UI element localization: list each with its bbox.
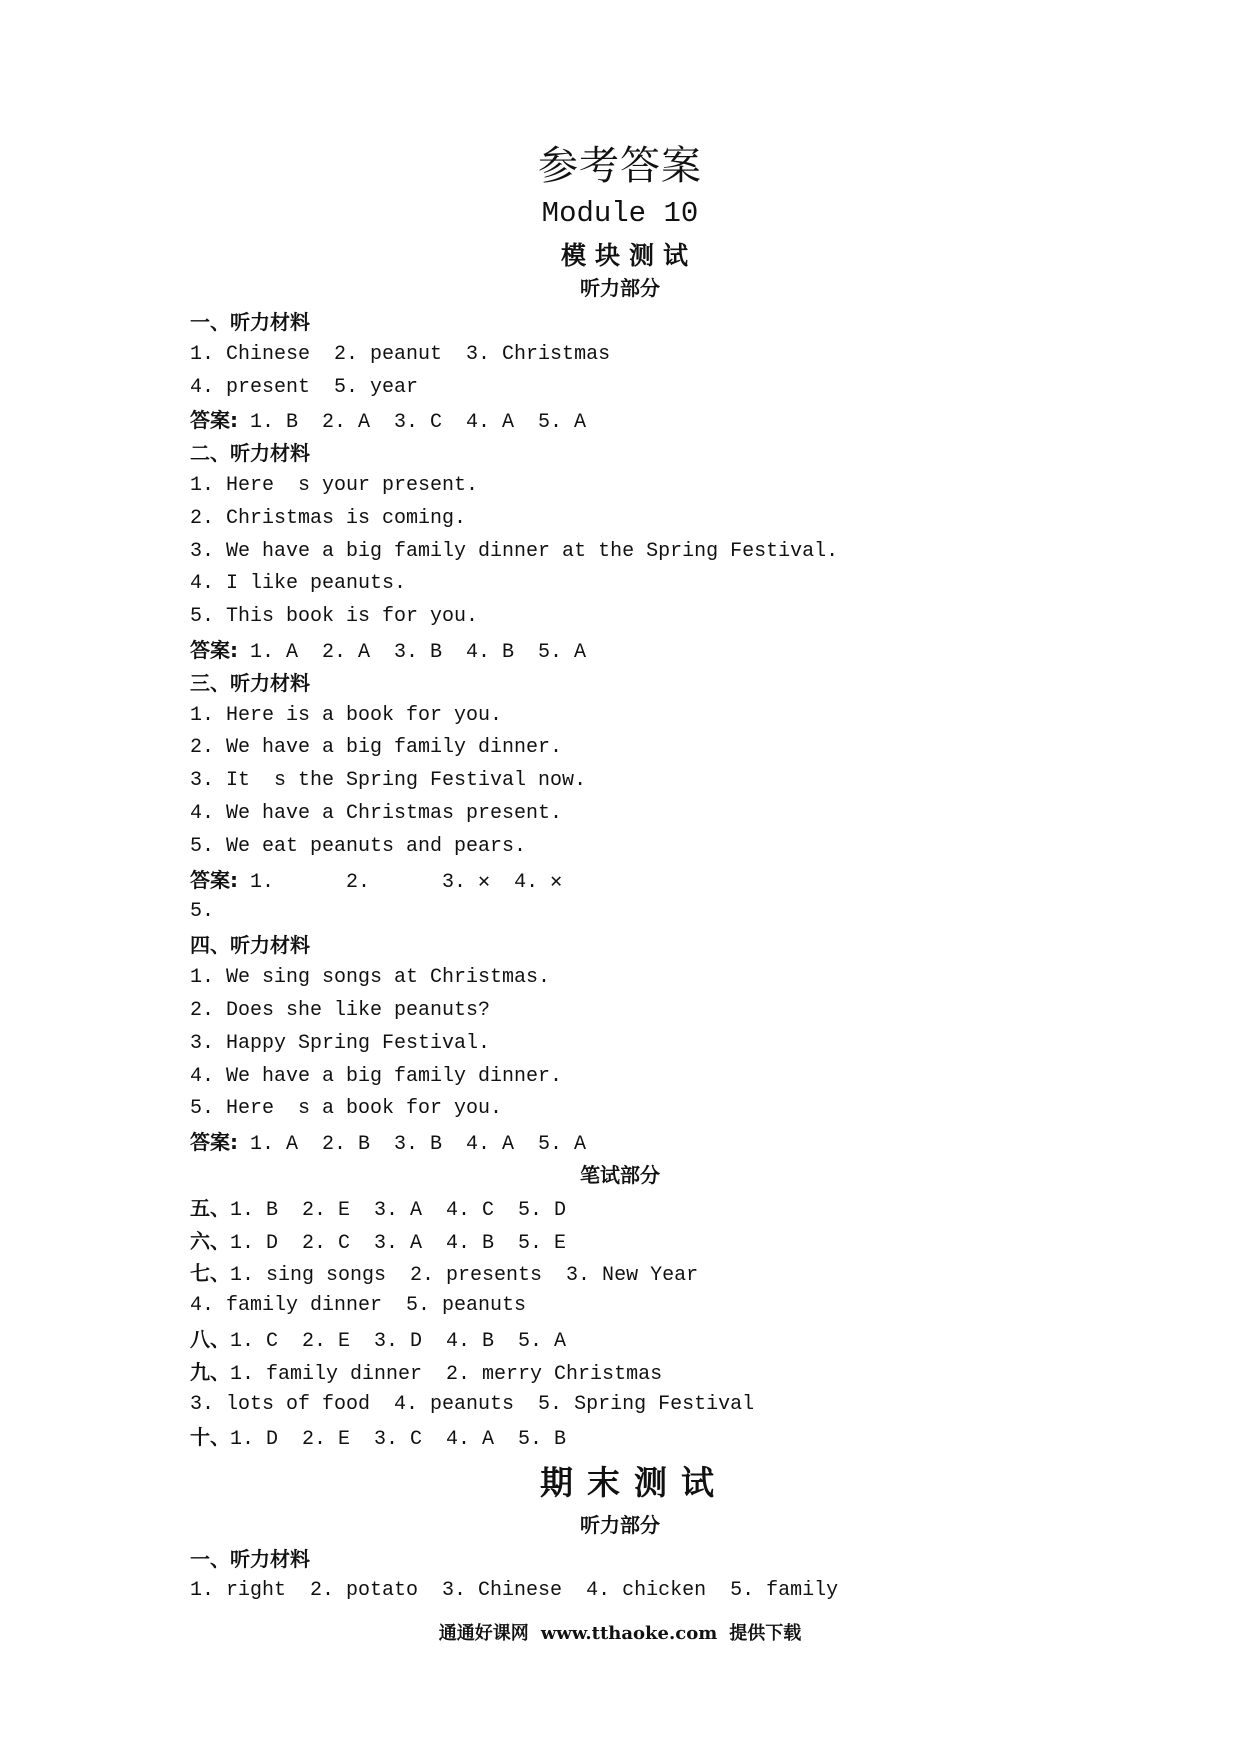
section-7-text: 1. sing songs 2. presents 3. New Year bbox=[230, 1264, 699, 1287]
section-3-line-3: 3. It s the Spring Festival now. bbox=[190, 769, 587, 792]
footer-suffix: 提供下载 bbox=[729, 1623, 802, 1644]
section-3-answer-cont: 5. bbox=[190, 900, 215, 923]
module-title: Module 10 bbox=[541, 197, 699, 230]
section-2-line-5: 5. This book is for you. bbox=[190, 605, 479, 628]
section-3-heading: 三、听力材料 bbox=[190, 671, 310, 695]
section-8-text: 1. C 2. E 3. D 4. B 5. A bbox=[230, 1330, 567, 1353]
section-9-answer-cont: 3. lots of food 4. peanuts 5. Spring Festival bbox=[190, 1393, 755, 1416]
answer-text: 1. A 2. A 3. B 4. B 5. A bbox=[238, 641, 587, 664]
section-6-label: 六、 bbox=[190, 1229, 230, 1253]
section-10-label: 十、 bbox=[190, 1425, 230, 1449]
final-test-title: 期末测试 bbox=[540, 1463, 728, 1502]
section-8-label: 八、 bbox=[190, 1327, 230, 1351]
writing-section-title: 笔试部分 bbox=[580, 1163, 660, 1187]
section-3-line-5: 5. We eat peanuts and pears. bbox=[190, 835, 527, 858]
section-5-text: 1. B 2. E 3. A 4. C 5. D bbox=[230, 1199, 567, 1222]
section-3-answer bbox=[190, 866, 562, 897]
section-4-answer bbox=[190, 1128, 586, 1159]
section-4-line-5: 5. Here s a book for you. bbox=[190, 1097, 503, 1120]
section-6-text: 1. D 2. C 3. A 4. B 5. E bbox=[230, 1232, 567, 1255]
page-footer bbox=[0, 1622, 1240, 1646]
section-10-answer bbox=[190, 1423, 566, 1454]
section-4-line-2: 2. Does she like peanuts? bbox=[190, 999, 491, 1022]
section-4-line-1: 1. We sing songs at Christmas. bbox=[190, 966, 551, 989]
section-5-answer bbox=[190, 1194, 566, 1225]
section-6-answer bbox=[190, 1227, 566, 1258]
answer-label: 答案: bbox=[190, 408, 238, 432]
footer-site-name: 通通好课网 bbox=[438, 1623, 529, 1644]
section-2-answer bbox=[190, 636, 586, 667]
section-1-answer bbox=[190, 406, 586, 437]
section-10-text: 1. D 2. E 3. C 4. A 5. B bbox=[230, 1428, 567, 1451]
section-2-line-3: 3. We have a big family dinner at the Spring Festival. bbox=[190, 540, 839, 563]
module-test-title: 模块测试 bbox=[560, 241, 697, 270]
section-4-heading: 四、听力材料 bbox=[190, 933, 310, 957]
answer-label: 答案: bbox=[190, 638, 238, 662]
section-1-heading: 一、听力材料 bbox=[190, 310, 310, 334]
section-2-heading: 二、听力材料 bbox=[190, 441, 310, 465]
final-section-1-heading: 一、听力材料 bbox=[190, 1547, 310, 1571]
section-5-label: 五、 bbox=[190, 1196, 230, 1220]
section-2-line-4: 4. I like peanuts. bbox=[190, 572, 407, 595]
answer-text: 1. A 2. B 3. B 4. A 5. A bbox=[238, 1133, 587, 1156]
section-3-line-4: 4. We have a Christmas present. bbox=[190, 802, 563, 825]
section-1-line-1: 1. Chinese 2. peanut 3. Christmas bbox=[190, 343, 611, 366]
section-2-line-1: 1. Here s your present. bbox=[190, 474, 479, 497]
answer-text: 1. B 2. A 3. C 4. A 5. A bbox=[238, 411, 587, 434]
section-2-line-2: 2. Christmas is coming. bbox=[190, 507, 467, 530]
final-listening-section-title: 听力部分 bbox=[580, 1513, 660, 1537]
footer-url[interactable]: www.tthaoke.com bbox=[540, 1623, 718, 1644]
final-section-1-line-1: 1. right 2. potato 3. Chinese 4. chicken 5. family bbox=[190, 1579, 839, 1602]
section-3-line-2: 2. We have a big family dinner. bbox=[190, 736, 563, 759]
listening-section-title: 听力部分 bbox=[580, 276, 660, 300]
answer-label: 答案: bbox=[190, 1130, 238, 1154]
section-7-answer-cont: 4. family dinner 5. peanuts bbox=[190, 1294, 527, 1317]
section-9-answer bbox=[190, 1358, 662, 1389]
section-7-label: 七、 bbox=[190, 1261, 230, 1285]
answer-label: 答案: bbox=[190, 868, 238, 892]
section-1-line-2: 4. present 5. year bbox=[190, 376, 419, 399]
section-9-label: 九、 bbox=[190, 1360, 230, 1384]
section-4-line-3: 3. Happy Spring Festival. bbox=[190, 1032, 491, 1055]
section-9-text: 1. family dinner 2. merry Christmas bbox=[230, 1363, 663, 1386]
section-3-line-1: 1. Here is a book for you. bbox=[190, 704, 503, 727]
section-8-answer bbox=[190, 1325, 566, 1356]
section-4-line-4: 4. We have a big family dinner. bbox=[190, 1065, 563, 1088]
section-7-answer bbox=[190, 1259, 698, 1290]
page-title: 参考答案 bbox=[538, 143, 702, 189]
answer-text: 1. 2. 3. ✕ 4. ✕ bbox=[238, 871, 563, 894]
